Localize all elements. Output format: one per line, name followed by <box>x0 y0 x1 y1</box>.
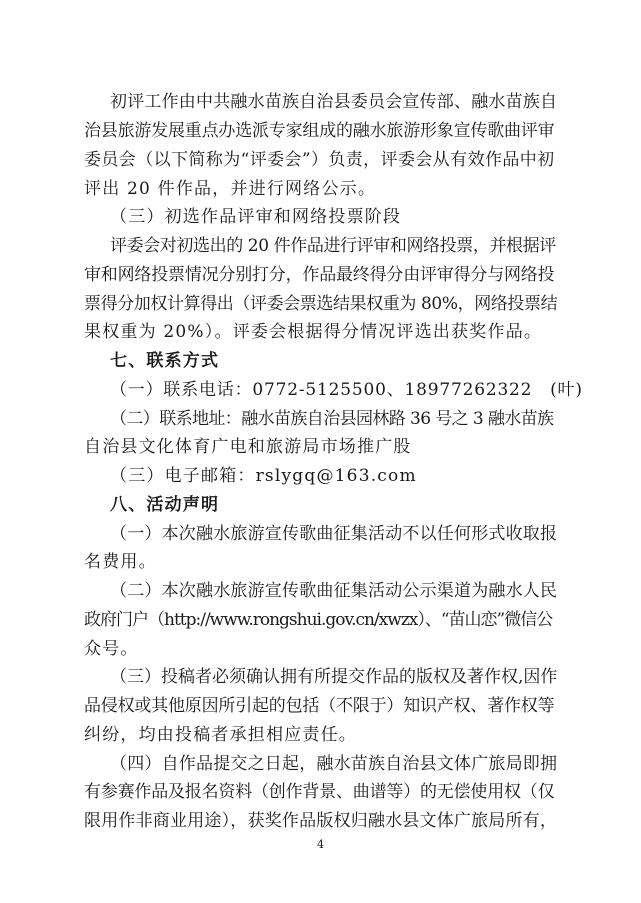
paragraph-line: 有参赛作品及报名资料（创作背景、曲谱等）的无偿使用权（仅 <box>84 782 555 802</box>
paragraph-line: 政府门户（http://www.rongshui.gov.cn/xwzx）、“苗山恋”微信公 <box>84 610 553 630</box>
paragraph-line: （三）投稿者必须确认拥有所提交作品的版权及著作权,因作 <box>110 667 558 687</box>
paragraph-line: （四）自作品提交之日起，融水苗族自治县文体广旅局即拥 <box>110 754 558 774</box>
paragraph-line: （一）本次融水旅游宣传歌曲征集活动不以任何形式收取报 <box>110 524 558 544</box>
paragraph-line: 初评工作由中共融水苗族自治县委员会宣传部、融水苗族自 <box>110 92 558 112</box>
section-heading: 八、活动声明 <box>110 495 220 515</box>
paragraph-line: 品侵权或其他原因所引起的包括（不限于）知识产权、著作权等 <box>84 696 555 716</box>
paragraph-line: 自治县文化体育广电和旅游局市场推广股 <box>84 437 412 457</box>
paragraph-line: 票得分加权计算得出（评委会票选结果权重为 80%，网络投票结 <box>84 294 558 314</box>
paragraph-line: （二）本次融水旅游宣传歌曲征集活动公示渠道为融水人民 <box>110 581 558 601</box>
paragraph-line: 众号。 <box>84 639 139 659</box>
paragraph-line: 审和网络投票情况分别打分，作品最终得分由评审得分与网络投 <box>84 265 555 285</box>
paragraph-line: 果权重为 20%）。评委会根据得分情况评选出获奖作品。 <box>84 322 543 342</box>
contact-address: （二）联系地址：融水苗族自治县园林路 36 号之 3 融水苗族 <box>110 409 554 429</box>
paragraph-line: 纠纷，均由投稿者承担相应责任。 <box>84 725 357 745</box>
paragraph-line: 名费用。 <box>84 552 157 572</box>
paragraph-line: 限用作非商业用途），获奖作品版权归融水县文体广旅局所有， <box>84 811 558 831</box>
contact-phone: （一）联系电话：0772-5125500、18977262322 (叶) <box>110 380 583 400</box>
paragraph-line: 治县旅游发展重点办选派专家组成的融水旅游形象宣传歌曲评审 <box>84 121 555 141</box>
paragraph-line: 委员会（以下简称为“评委会”）负责，评委会从有效作品中初 <box>84 150 555 170</box>
subsection-heading: （三）初选作品评审和网络投票阶段 <box>110 207 402 227</box>
paragraph-line: 评委会对初选出的 20 件作品进行评审和网络投票，并根据评 <box>110 236 556 256</box>
section-heading: 七、联系方式 <box>110 351 220 371</box>
page-number: 4 <box>317 838 324 851</box>
contact-email: （三）电子邮箱：rslygq@163.com <box>110 466 417 486</box>
paragraph-line: 评出 20 件作品，并进行网络公示。 <box>84 179 377 199</box>
